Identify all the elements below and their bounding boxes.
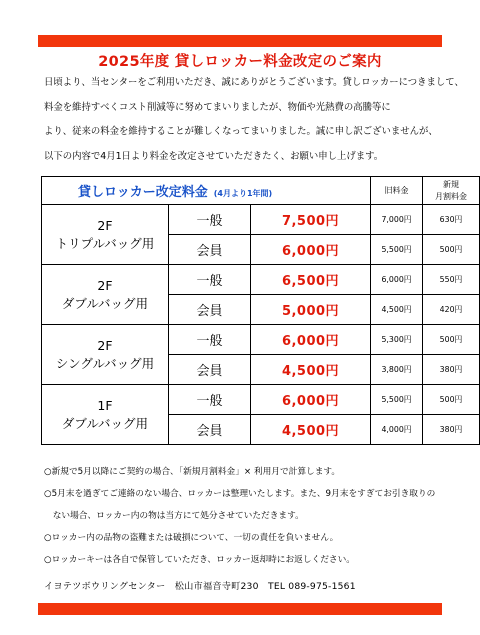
- fee-table: [41, 176, 480, 445]
- member-kind: 会員: [169, 355, 251, 385]
- category-type: シングルバッグ用: [55, 355, 155, 371]
- old-price: 6,000円: [371, 265, 423, 295]
- new-price: 6,000円: [251, 325, 371, 355]
- note-item: ない場合、ロッカー内の物は当方にて処分させていただきます。: [44, 511, 304, 521]
- header-main-text: 貸しロッカー改定料金: [78, 185, 208, 200]
- bottom-accent-bar: [38, 603, 442, 615]
- category-type: ダブルバッグ用: [61, 295, 149, 311]
- intro-paragraph: [44, 71, 464, 170]
- locker-category: [42, 265, 169, 325]
- locker-category: [42, 325, 169, 385]
- intro-line: より、従来の料金を維持することが難しくなってまいりました。誠に申し訳ございませんが、: [44, 126, 438, 138]
- note-item: ○ロッカー内の品物の盗難または破損について、一切の責任を負いません。: [44, 533, 339, 543]
- old-price: 4,000円: [371, 415, 423, 445]
- category-floor: 2F: [97, 277, 113, 293]
- table-row: [42, 265, 480, 295]
- category-floor: 2F: [97, 337, 113, 353]
- old-price: 4,500円: [371, 295, 423, 325]
- new-price: 6,500円: [251, 265, 371, 295]
- new-price: 4,500円: [251, 355, 371, 385]
- member-kind: 会員: [169, 235, 251, 265]
- footer-contact: イヨテツボウリングセンター 松山市福音寺町230 TEL 089-975-1561: [44, 581, 356, 592]
- member-kind: 一般: [169, 205, 251, 235]
- header-new-line2: 月割料金: [435, 191, 468, 201]
- table-row: [42, 385, 480, 415]
- intro-line: 日頃より、当センターをご利用いただき、誠にありがとうございます。貸しロッカーにつきまして、: [44, 77, 464, 88]
- monthly-price: 630円: [423, 205, 480, 235]
- old-price: 5,500円: [371, 235, 423, 265]
- member-kind: 一般: [169, 265, 251, 295]
- monthly-price: 420円: [423, 295, 480, 325]
- header-sub-text: (4月より1年間): [213, 189, 273, 198]
- page-title: 2025年度 貸しロッカー料金改定のご案内: [98, 54, 382, 70]
- new-price: 7,500円: [251, 205, 371, 235]
- member-kind: 一般: [169, 325, 251, 355]
- table-row: [42, 205, 480, 235]
- monthly-price: 500円: [423, 325, 480, 355]
- table-row: [42, 325, 480, 355]
- note-item: ○ロッカーキーは各自で保管していただき、ロッカー返却時にお返しください。: [44, 555, 355, 565]
- member-kind: 会員: [169, 295, 251, 325]
- category-type: トリプルバッグ用: [55, 235, 155, 251]
- header-old-price: 旧料金: [371, 177, 423, 205]
- category-floor: 1F: [97, 397, 113, 413]
- notes-list: [44, 461, 435, 571]
- note-item: ○5月末を過ぎてご連絡のない場合、ロッカーは整理いたします。また、9月末をすぎてお引き取りの: [44, 489, 436, 499]
- old-price: 5,500円: [371, 385, 423, 415]
- locker-category: [42, 205, 169, 265]
- note-item: ○新規で5月以降にご契約の場合、「新規月割料金」× 利用月で計算します。: [44, 467, 341, 477]
- new-price: 6,000円: [251, 385, 371, 415]
- intro-line: 料金を維持すべくコスト削減等に努めてまいりましたが、物価や光熱費の高騰等に: [44, 101, 391, 113]
- member-kind: 会員: [169, 415, 251, 445]
- top-accent-bar: [38, 35, 442, 47]
- new-price: 6,000円: [251, 235, 371, 265]
- table-header-title: [42, 177, 371, 205]
- category-floor: 2F: [97, 217, 113, 233]
- monthly-price: 550円: [423, 265, 480, 295]
- old-price: 7,000円: [371, 205, 423, 235]
- header-new-line1: 新規: [443, 179, 460, 189]
- old-price: 3,800円: [371, 355, 423, 385]
- new-price: 5,000円: [251, 295, 371, 325]
- header-new-monthly: [423, 177, 480, 205]
- monthly-price: 500円: [423, 235, 480, 265]
- locker-category: [42, 385, 169, 445]
- table-header-row: [42, 177, 480, 205]
- monthly-price: 380円: [423, 355, 480, 385]
- intro-line: 以下の内容で4月1日より料金を改定させていただきたく、お願い申し上げます。: [44, 151, 384, 163]
- monthly-price: 380円: [423, 415, 480, 445]
- monthly-price: 500円: [423, 385, 480, 415]
- old-price: 5,300円: [371, 325, 423, 355]
- new-price: 4,500円: [251, 415, 371, 445]
- category-type: ダブルバッグ用: [61, 415, 149, 431]
- member-kind: 一般: [169, 385, 251, 415]
